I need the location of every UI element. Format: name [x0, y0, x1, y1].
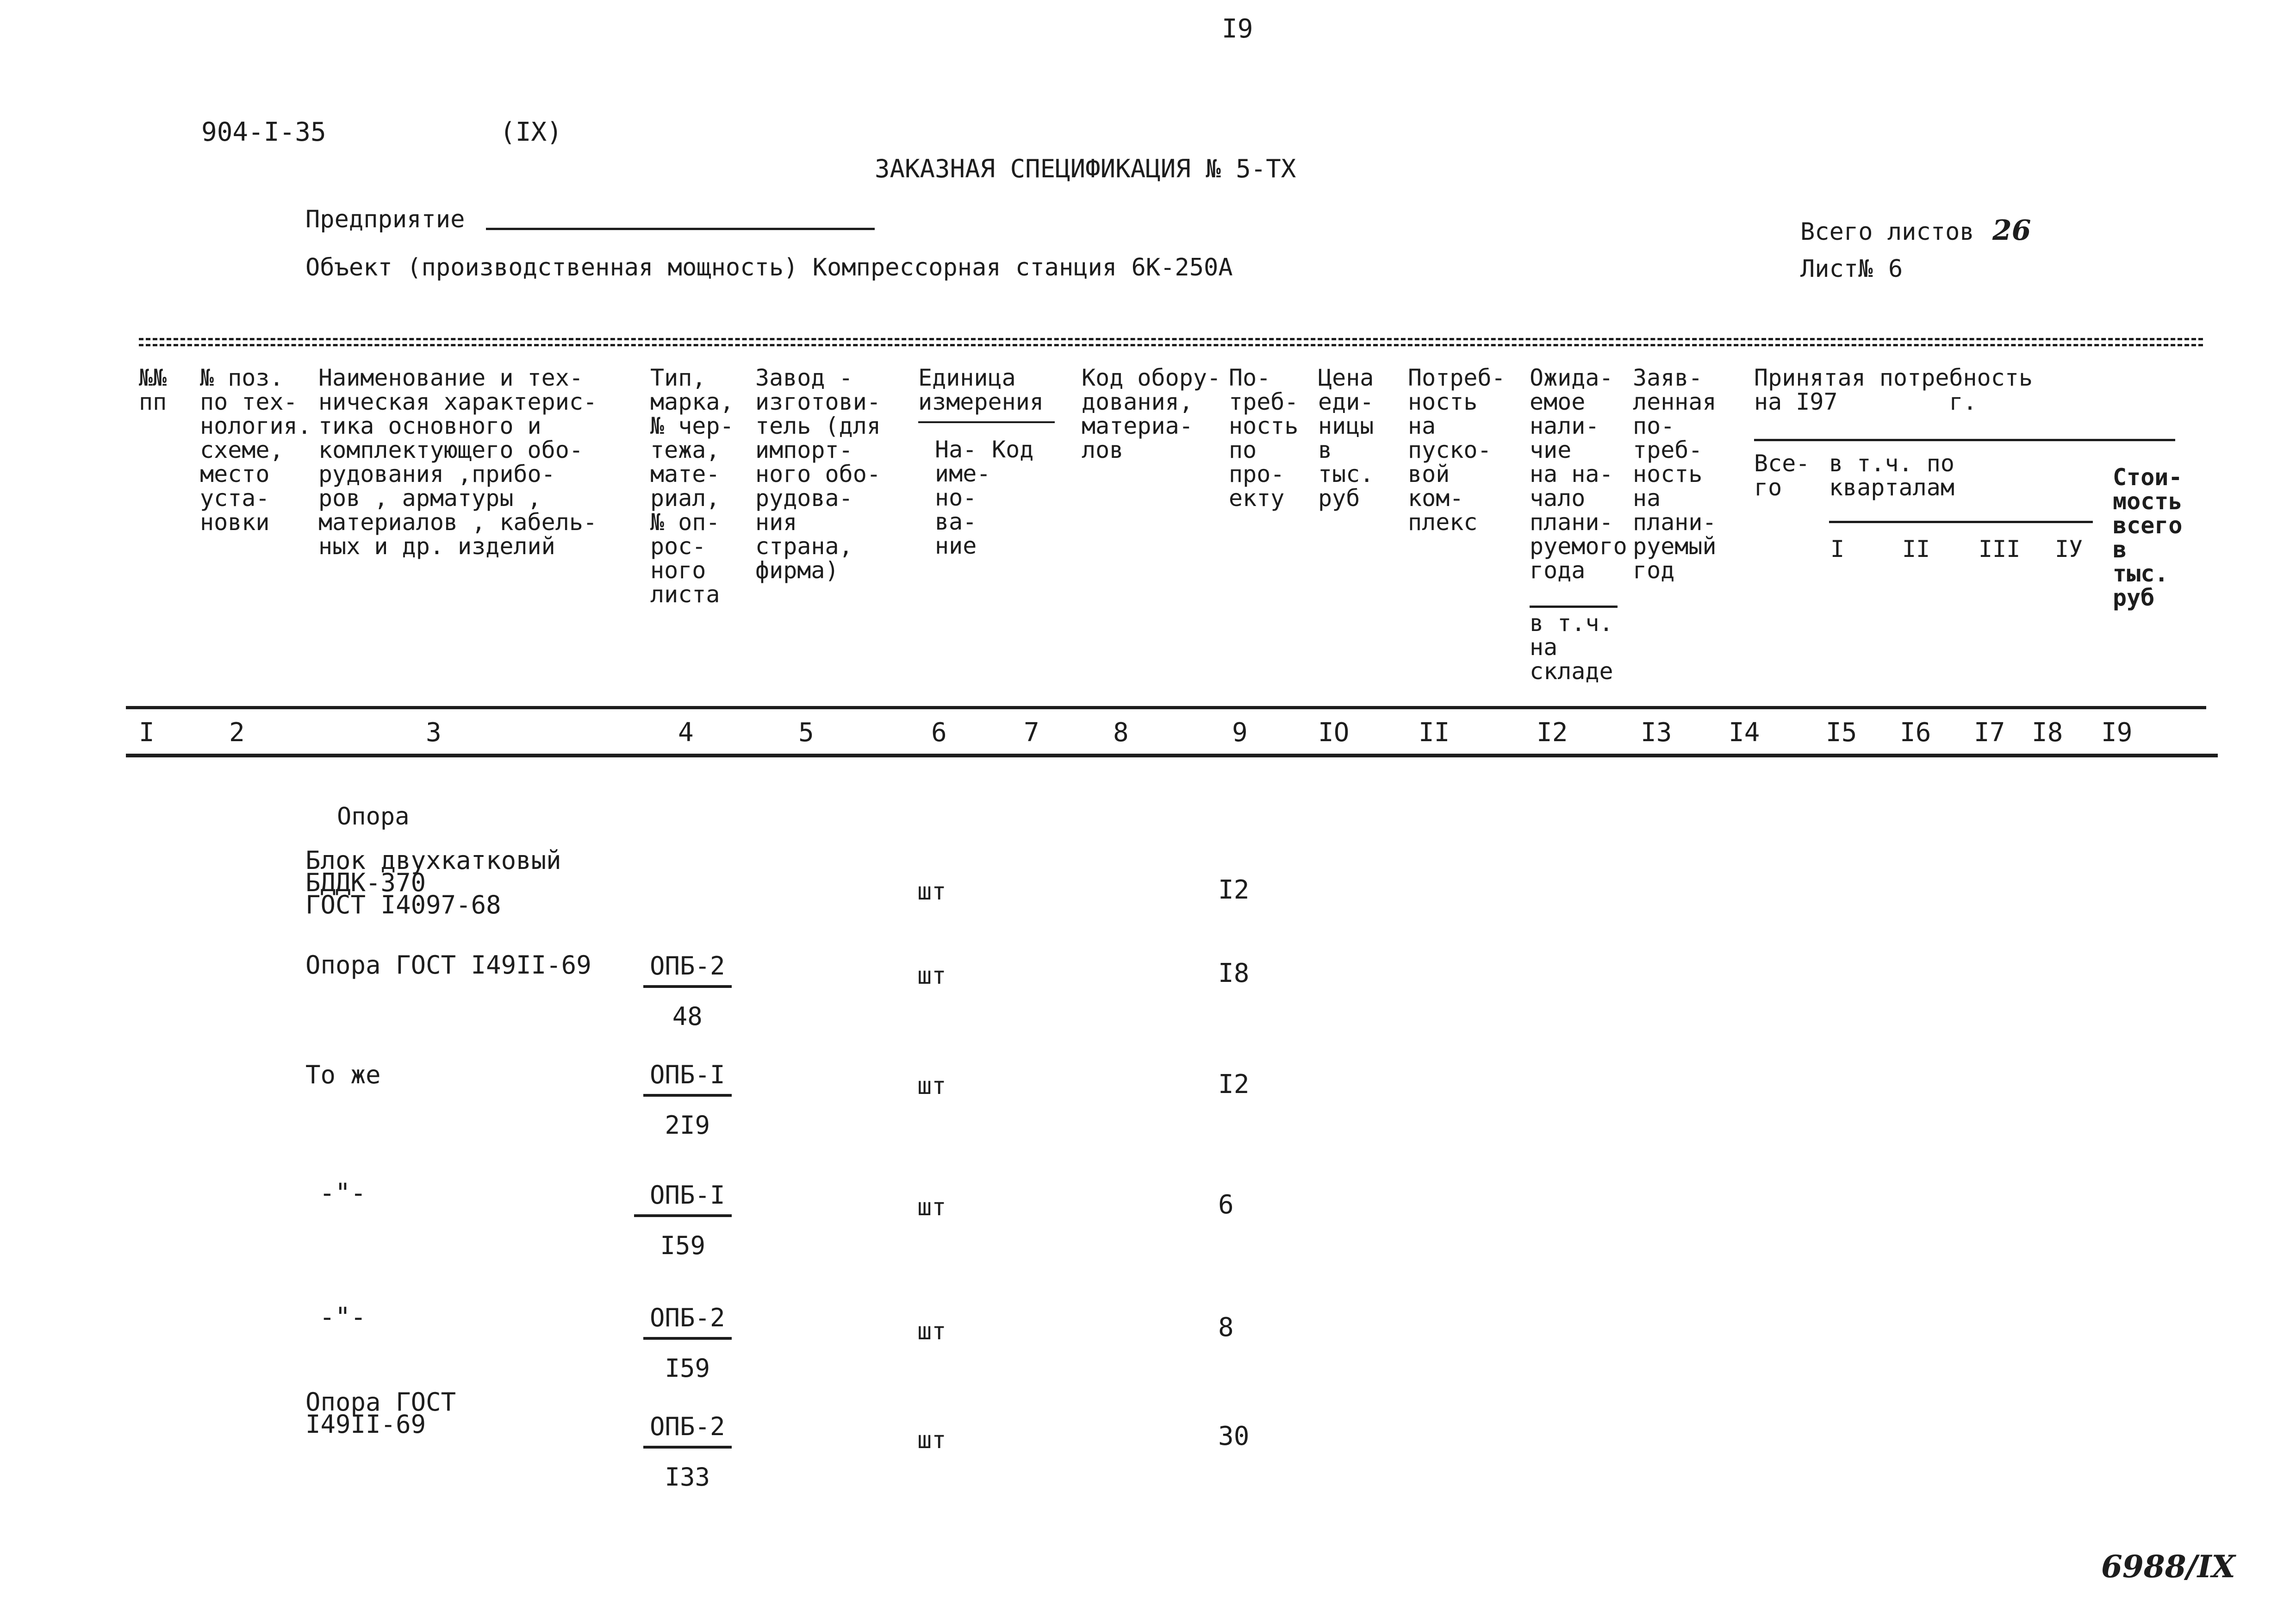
header-col-12: Ожида- емое нали- чие на на- чало плани- руемого года [1530, 364, 1627, 584]
item-type-fraction [634, 1181, 732, 1260]
unit-divider [918, 421, 1055, 423]
header-col-8: Код обору- дования, материа- лов [1082, 364, 1221, 463]
column-number: I7 [1974, 718, 2005, 748]
column-number: I4 [1729, 718, 1760, 748]
type-numerator: ОПБ-I [634, 1181, 732, 1217]
header-col-2: № поз. по тех- нология. схеме, место уста- новки [200, 364, 311, 536]
item-name: Опора ГОСТ I49II-69 [305, 1387, 456, 1439]
item-unit: шт [917, 1193, 946, 1221]
column-number: I6 [1900, 718, 1931, 748]
item-name: То же [305, 1060, 381, 1089]
header-col-4: Тип, марка, № чер- тежа, мате- риал, № оп- рос- ного листа [650, 364, 734, 608]
header-col-13: Заяв- ленная по- треб- ность на плани- руемый год [1633, 364, 1717, 584]
document-title: ЗАКАЗНАЯ СПЕЦИФИКАЦИЯ № 5-ТХ [875, 154, 1296, 183]
numbers-bottom-rule [126, 754, 2218, 757]
column-number: 2 [229, 718, 245, 748]
header-col-14-group: Принятая потребность на I97 г. [1754, 364, 2033, 415]
header-quarters-group: в т.ч. по кварталам [1829, 450, 1954, 501]
header-col-11: Потреб- ность на пуско- вой ком- плекс [1408, 364, 1506, 536]
header-dashed-rule [139, 338, 2203, 346]
column-number: 9 [1232, 718, 1248, 748]
type-numerator: ОПБ-I [643, 1060, 732, 1097]
item-name: -"- [319, 1178, 367, 1208]
header-col-10: Цена еди- ницы в тыс. руб [1318, 364, 1374, 512]
header-col-7-code: Код [992, 436, 1034, 463]
header-col-16: II [1902, 536, 1930, 562]
column-number: I2 [1537, 718, 1568, 748]
column-number: I5 [1826, 718, 1857, 748]
column-number: I3 [1641, 718, 1672, 748]
item-qty: I2 [1218, 1069, 1250, 1099]
header-col-6-name: На- име- но- ва- ние [935, 436, 991, 559]
item-qty: I8 [1218, 958, 1250, 988]
item-name: Блок двухкатковый БДДК-370 ГОСТ I4097-68 [305, 846, 561, 919]
header-col-5: Завод - изготови- тель (для импорт- ного обо- рудова- ния страна, фирма) [755, 364, 881, 584]
object-line: Объект (производственная мощность) Компрессорная станция 6К-250А [305, 254, 1233, 281]
sheet-label: Лист№ [1800, 255, 1873, 283]
header-col-6-unit: Единица измерения [918, 364, 1044, 415]
type-denominator: 48 [672, 1002, 703, 1031]
type-denominator: I59 [665, 1354, 710, 1383]
header-col-3: Наименование и тех- ническая характерис- тика основного и комплектующего обо- рудования ,прибо- ров , арматуры , материалов , кабель- ных и др. изделий [318, 364, 597, 560]
header-col-15: I [1830, 536, 1845, 562]
item-qty: I2 [1218, 875, 1250, 905]
header-col-9: По- треб- ность по про- екту [1229, 364, 1299, 512]
enterprise-underline [486, 228, 875, 230]
total-sheets-label: Всего листов [1800, 218, 1974, 246]
header-col-1: №№ пп [139, 364, 167, 415]
item-unit: шт [917, 1426, 946, 1454]
column-number: 4 [678, 718, 694, 748]
item-qty: 30 [1218, 1421, 1250, 1451]
column-number: 5 [798, 718, 814, 748]
item-name: -"- [319, 1302, 367, 1332]
item-unit: шт [917, 1318, 946, 1345]
item-type-fraction [643, 1060, 732, 1140]
type-denominator: I33 [665, 1462, 710, 1492]
numbers-top-rule [126, 706, 2206, 709]
item-unit: шт [917, 1072, 946, 1100]
header-col-17: III [1979, 536, 2021, 562]
column-number: 3 [426, 718, 442, 748]
enterprise-label: Предприятие [305, 206, 465, 233]
column-number: 7 [1024, 718, 1039, 748]
header-col-14: Все- го [1754, 450, 1810, 501]
item-unit: шт [917, 962, 946, 990]
type-denominator: I59 [660, 1231, 706, 1260]
item-type-fraction [643, 1412, 732, 1492]
header-col-18: IУ [2055, 536, 2083, 562]
column-number: I9 [2101, 718, 2133, 748]
item-type-fraction [643, 1303, 732, 1383]
column-number: 8 [1113, 718, 1129, 748]
sheet-value: 6 [1888, 255, 1903, 283]
column-number: 6 [931, 718, 947, 748]
section-number: (IX) [500, 117, 562, 147]
document-code: 904-I-35 [201, 117, 326, 147]
type-numerator: ОПБ-2 [643, 1412, 732, 1449]
item-type-fraction [643, 951, 732, 1031]
stock-divider [1530, 606, 1618, 608]
quarters-divider [1829, 521, 2093, 523]
column-number: I8 [2032, 718, 2063, 748]
type-denominator: 2I9 [665, 1111, 710, 1140]
header-col-12-stock: в т.ч. на складе [1530, 610, 1613, 685]
group-title: Опора [337, 803, 410, 831]
item-unit: шт [917, 878, 946, 906]
type-numerator: ОПБ-2 [643, 1303, 732, 1340]
item-name: Опора ГОСТ I49II-69 [305, 950, 591, 980]
column-number: I [139, 718, 155, 748]
item-qty: 8 [1218, 1312, 1234, 1343]
header-col-19: Стои- мость всего в тыс. руб [2113, 464, 2183, 611]
accepted-need-divider [1754, 439, 2175, 441]
type-numerator: ОПБ-2 [643, 951, 732, 988]
page-number: I9 [1222, 14, 1253, 44]
archive-stamp: 6988/IX [2101, 1549, 2235, 1585]
column-number: II [1419, 718, 1450, 748]
item-qty: 6 [1218, 1190, 1234, 1220]
total-sheets-value: 26 [1992, 214, 2031, 247]
column-number: IO [1318, 718, 1350, 748]
